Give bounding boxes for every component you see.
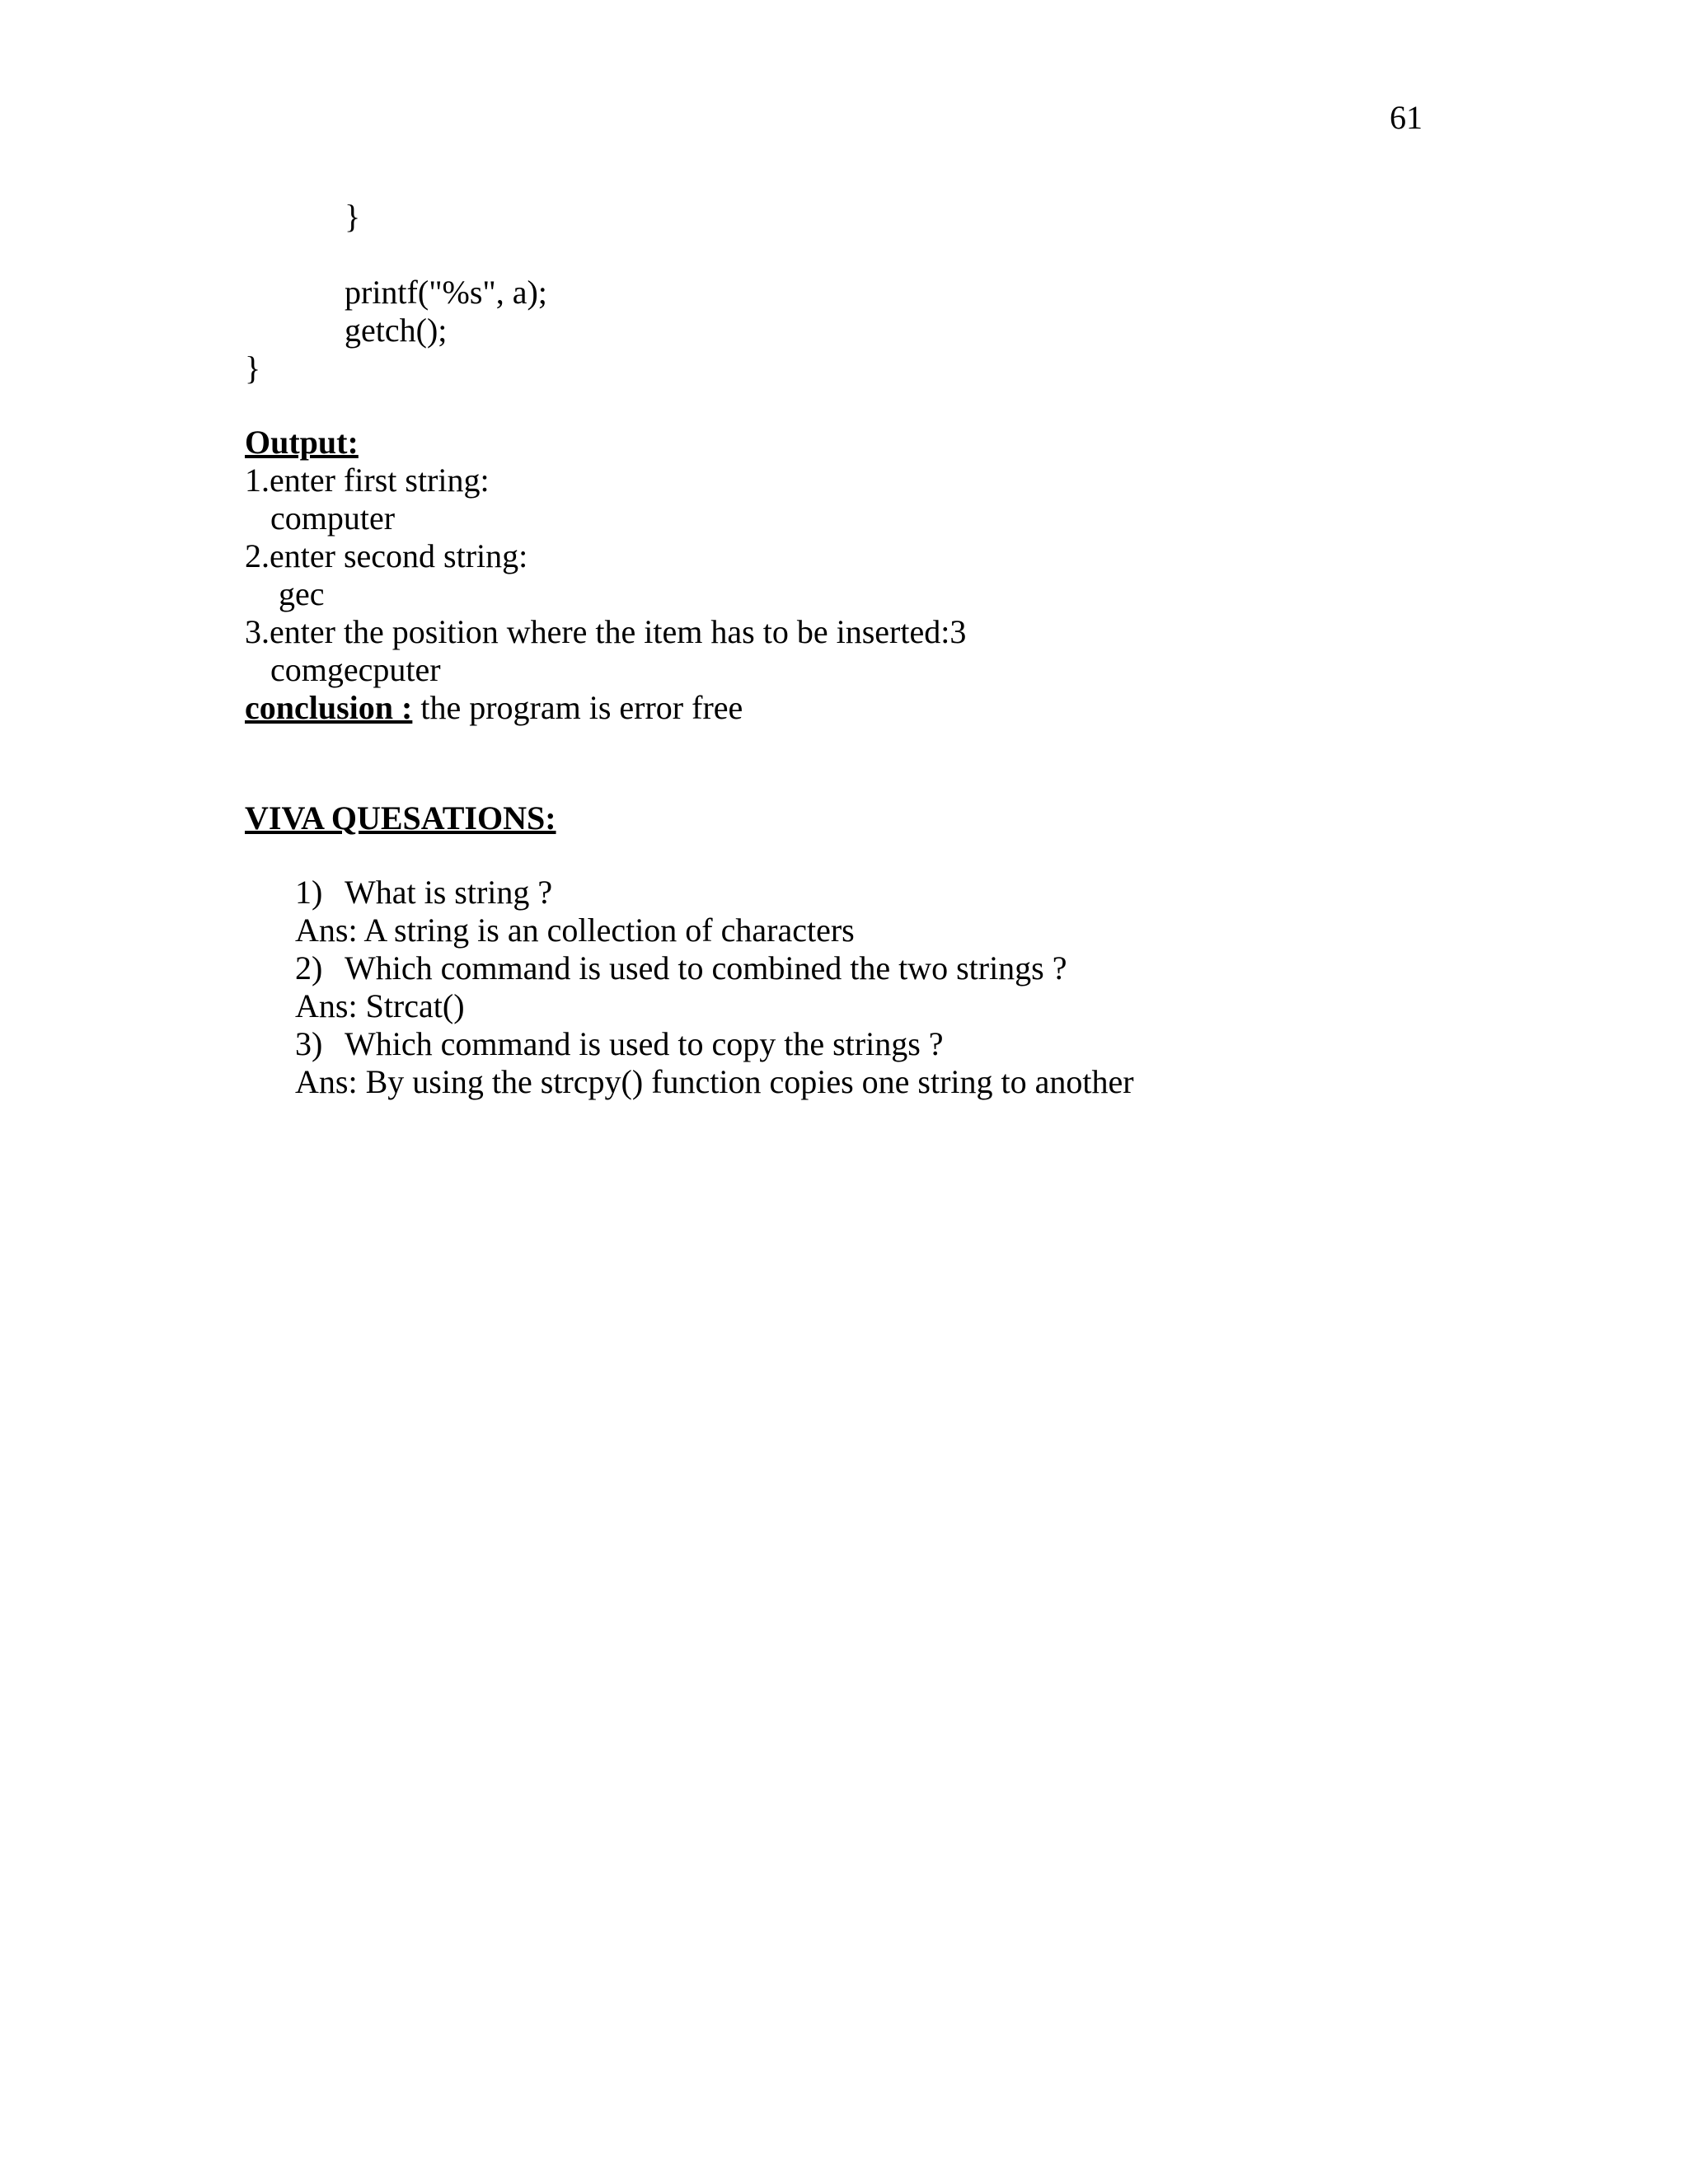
output-heading: Output:	[245, 424, 359, 461]
viva-heading: VIVA QUESATIONS:	[245, 799, 556, 837]
code-line-printf: printf("%s", a);	[345, 274, 547, 311]
code-line-getch: getch();	[345, 312, 448, 349]
code-line-main-closing-brace: }	[245, 349, 261, 387]
output-line: 3.enter the position where the item has to be inserted:3	[245, 613, 967, 650]
code-line-closing-brace: }	[345, 198, 361, 235]
output-line: gec	[279, 575, 325, 612]
viva-answer: Ans: A string is an collection of characters	[295, 912, 855, 949]
output-line: computer	[270, 499, 396, 537]
conclusion-text: the program is error free	[412, 689, 743, 726]
conclusion-label: conclusion :	[245, 689, 413, 726]
conclusion	[245, 689, 743, 727]
output-line: 1.enter first string:	[245, 462, 490, 499]
output-line: 2.enter second string:	[245, 537, 528, 574]
viva-question: Which command is used to combined the two strings ?	[345, 949, 1067, 987]
viva-question: Which command is used to copy the strings ?	[345, 1025, 944, 1062]
viva-question: What is string ?	[345, 874, 553, 911]
viva-question-number: 3)	[295, 1025, 323, 1062]
page-number: 61	[1390, 99, 1423, 136]
output-line: comgecputer	[270, 651, 441, 688]
viva-question-number: 2)	[295, 949, 323, 987]
viva-question-number: 1)	[295, 874, 323, 911]
viva-answer: Ans: Strcat()	[295, 987, 465, 1024]
viva-answer: Ans: By using the strcpy() function copies one string to another	[295, 1063, 1134, 1100]
